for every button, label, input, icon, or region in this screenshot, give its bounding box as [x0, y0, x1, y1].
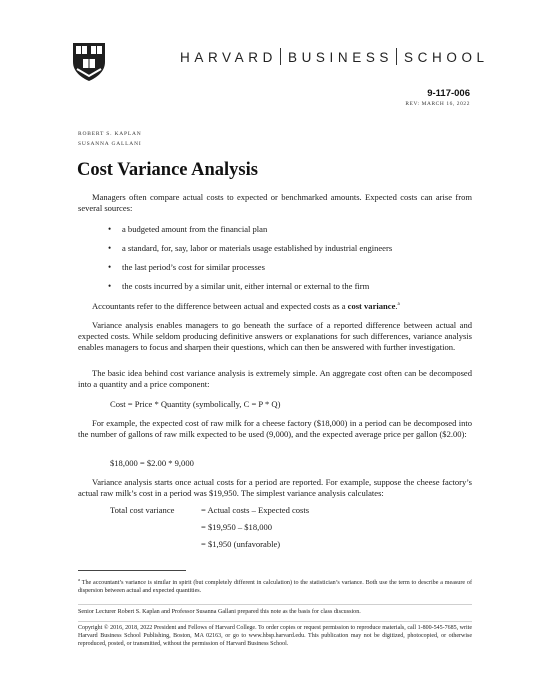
- footnote-marker: a: [397, 302, 400, 307]
- hbs-header: [72, 42, 489, 86]
- variance-start-paragraph: Variance analysis starts once actual costs for a period are reported. For example, suppose the cheese factory’s actual raw milk’s cost in a period was $19,950. The simplest variance analysis calculates:: [78, 477, 472, 498]
- variance-analysis-paragraph: Variance analysis enables managers to go beneath the surface of a reported difference between actual and expected costs. While seldom producing definitive answers or explanations for such differences, variance analysis enables managers to focus and sharpen their questions, which can then be answered with further investigation.: [78, 320, 472, 352]
- case-number: 9-117-006: [427, 88, 470, 99]
- milk-formula: $18,000 = $2.00 * 9,000: [110, 458, 194, 468]
- footnote: $^a$ The accountant’s variance is similar in spirit (but completely different in calculation) to the statistician’s variance. Both use the term to describe a measure of dispersion between actual and expected quantities.: [78, 577, 472, 595]
- author-name: SUSANNA GALLANI: [78, 141, 142, 147]
- document-title: Cost Variance Analysis: [77, 160, 258, 180]
- prepared-by-note: Senior Lecturer Robert S. Kaplan and Professor Susanna Gallani prepared this note as the basis for class discussion.: [78, 604, 472, 616]
- intro-text: Managers often compare actual costs to expected or benchmarked amounts. Expected costs can arise from several sources:: [78, 192, 472, 213]
- hbs-wordmark: HARVARD BUSINESS SCHOOL: [180, 50, 489, 65]
- variance-equation-line: = $19,950 – $18,000: [201, 522, 273, 532]
- author-name: ROBERT S. KAPLAN: [78, 131, 142, 137]
- expected-cost-sources: [78, 224, 472, 300]
- intro-paragraph: [78, 192, 472, 214]
- cost-variance-term: cost variance: [347, 300, 396, 311]
- footnote-marker: a: [78, 577, 80, 582]
- revision-date: REV: MARCH 16, 2022: [405, 101, 470, 107]
- copyright-notice: Copyright © 2016, 2018, 2022 President and Fellows of Harvard College. To order copies or request permission to reproduce materials, call 1-800-545-7685, write Harvard Business School Publishing, Boston, MA 02163, or go to www.hbsp.harvard.edu. This publication may not be digitized, photocopied, or otherwise reproduced, posted, or transmitted, without the permission of Harvard Business School.: [78, 621, 472, 648]
- example-paragraph: For example, the expected cost of raw milk for a cheese factory ($18,000) in a period can be decomposed into the number of gallons of raw milk expected to be used (9,000), and the expected average price per gallon ($2.00):: [78, 418, 472, 439]
- list-item: • the last period’s cost for similar processes: [78, 262, 472, 281]
- cost-formula: Cost = Price * Quantity (symbolically, C = P * Q): [110, 399, 281, 409]
- footnote-divider: [78, 570, 186, 571]
- accountants-paragraph: Accountants refer to the difference between actual and expected costs as a cost variance.$^a$: [92, 300, 400, 311]
- variance-equation-line: = $1,950 (unfavorable): [201, 539, 281, 549]
- basic-idea-paragraph: The basic idea behind cost variance analysis is extremely simple. An aggregate cost often can be decomposed into a quantity and a price component:: [78, 368, 472, 389]
- variance-equation-line: = Actual costs – Expected costs: [201, 505, 310, 515]
- list-item: • a standard, for, say, labor or materials usage established by industrial engineers: [78, 243, 472, 262]
- harvard-shield-icon: [72, 42, 106, 82]
- list-item: • a budgeted amount from the financial plan: [78, 224, 472, 243]
- list-item: • the costs incurred by a similar unit, either internal or external to the firm: [78, 281, 472, 300]
- total-cost-variance-label: Total cost variance: [110, 505, 175, 515]
